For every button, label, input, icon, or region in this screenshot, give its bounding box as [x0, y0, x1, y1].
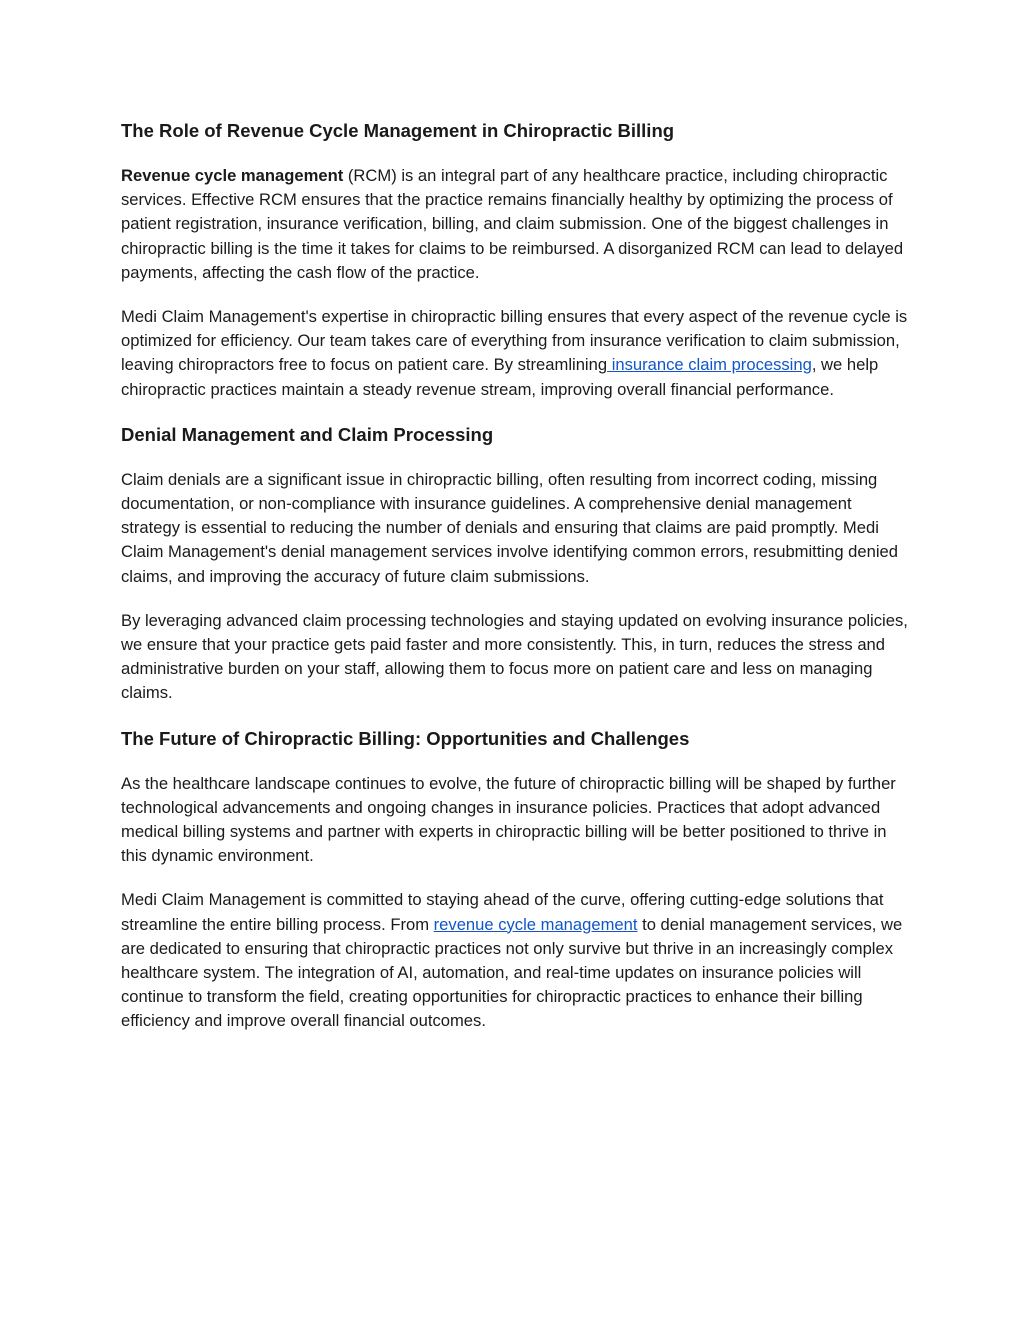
- bold-term-revenue-cycle-management: Revenue cycle management: [121, 166, 344, 185]
- paragraph-text: Medi Claim Management is committed to staying ahead of the curve, offering cutting-edge solutions that streamline the entire billing process. From: [121, 890, 884, 934]
- section-heading-future-of-billing: The Future of Chiropractic Billing: Opportunities and Challenges: [121, 727, 690, 749]
- paragraph-text: , we help chiropractic practices maintain a steady revenue stream, improving overall financial performance.: [121, 355, 879, 399]
- paragraph-text: Medi Claim Management's expertise in chiropractic billing ensures that every aspect of the revenue cycle is optimized for efficiency. Our team takes care of everything from insurance verification to claim submission, leaving chiropractors free to focus on patient care. By streamlining: [121, 307, 908, 375]
- section-revenue-cycle: [121, 118, 911, 402]
- paragraph-healthcare-landscape: As the healthcare landscape continues to evolve, the future of chiropractic billing will be shaped by further technological advancements and ongoing changes in insurance policies. Practices that adopt advanced medical billing systems and partner with experts in chiropractic billing will be better positioned to thrive in this dynamic environment.: [121, 773, 896, 866]
- paragraph-rcm-intro: [121, 164, 911, 285]
- paragraph-leveraging-technologies: By leveraging advanced claim processing technologies and staying updated on evolving insurance policies, we ensure that your practice gets paid faster and more consistently. This, in turn, reduces the stress and administrative burden on your staff, allowing them to focus more on patient care and less on managing claims.: [121, 610, 908, 703]
- document-page: [121, 118, 911, 1054]
- link-insurance-claim-processing[interactable]: insurance claim processing: [607, 355, 812, 375]
- section-denial-management: [121, 422, 911, 706]
- link-revenue-cycle-management[interactable]: revenue cycle management: [433, 914, 638, 934]
- paragraph-text: to denial management services, we are dedicated to ensuring that chiropractic practices not only survive but thrive in an increasingly complex healthcare system. The integration of AI, automation, and real-time updates on insurance policies will continue to transform the field, creating opportunities for chiropractic practices to enhance their billing efficiency and improve overall financial outcomes.: [121, 914, 903, 1031]
- paragraph-committed-ahead: [121, 888, 911, 1033]
- section-heading-revenue-cycle: The Role of Revenue Cycle Management in Chiropractic Billing: [121, 120, 675, 141]
- paragraph-claim-denials: Claim denials are a significant issue in chiropractic billing, often resulting from incorrect coding, missing documentation, or non-compliance with insurance guidelines. A comprehensive denial management strategy is essential to reducing the number of denials and ensuring that claims are paid promptly. Medi Claim Management's denial management services involve identifying common errors, resubmitting denied claims, and improving the accuracy of future claim submissions.: [121, 469, 898, 586]
- section-heading-denial-management: Denial Management and Claim Processing: [121, 423, 494, 445]
- paragraph-text: (RCM) is an integral part of any healthcare practice, including chiropractic services. Effective RCM ensures that the practice remains financially healthy by optimizing the process of patient registration, insurance verification, billing, and claim submission. One of the biggest challenges in chiropractic billing is the time it takes for claims to be reimbursed. A disorganized RCM can lead to delayed payments, affecting the cash flow of the practice.: [121, 166, 904, 282]
- paragraph-medi-claim-expertise: [121, 305, 911, 402]
- section-future-of-billing: [121, 726, 911, 1034]
